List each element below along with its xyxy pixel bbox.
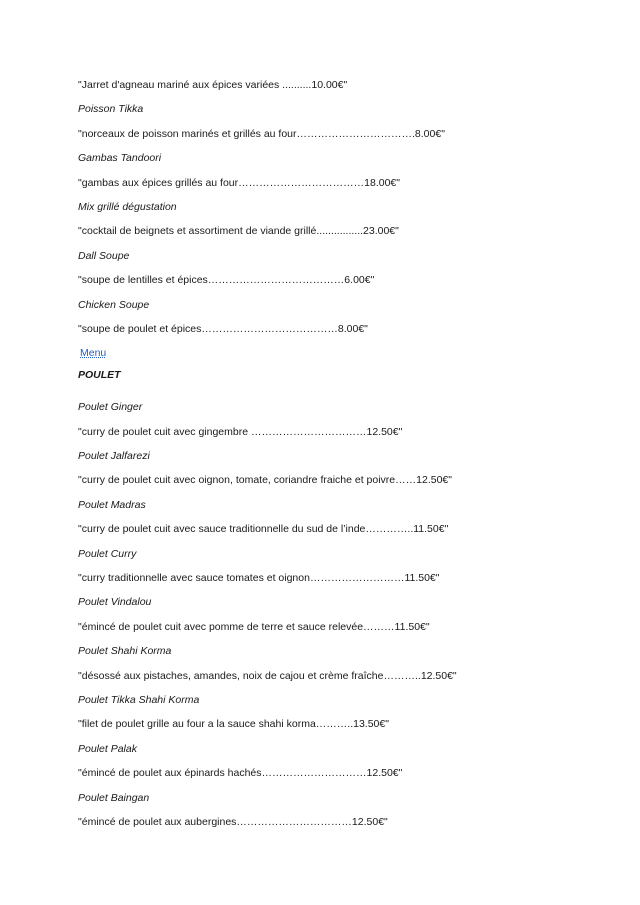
item-description: "émincé de poulet cuit avec pomme de terre et sauce relevée………11.50€" bbox=[78, 620, 430, 633]
item-name: Mix grillé dégustation bbox=[78, 200, 177, 213]
item-description: "curry traditionnelle avec sauce tomates et oignon………………………11.50€" bbox=[78, 572, 440, 585]
item-description: "filet de poulet grille au four a la sauce shahi korma………..13.50€" bbox=[78, 718, 389, 731]
item-description: "curry de poulet cuit avec gingembre ……………………………12.50€" bbox=[78, 425, 403, 438]
item-description: "curry de poulet cuit avec sauce traditionnelle du sud de l’inde…………..11.50€" bbox=[78, 523, 449, 536]
item-description: "Jarret d'agneau mariné aux épices variées ..........10.00€" bbox=[78, 79, 348, 91]
item-name: Poulet Shahi Korma bbox=[78, 645, 172, 658]
item-name: Poulet Baingan bbox=[78, 791, 150, 804]
item-name: Poulet Jalfarezi bbox=[78, 450, 150, 463]
menu-link[interactable]: Menu bbox=[80, 347, 107, 360]
item-name: Gambas Tandoori bbox=[78, 152, 162, 165]
item-name: Poulet Vindalou bbox=[78, 596, 152, 609]
item-description: "émincé de poulet aux épinards hachés…………………………12.50€" bbox=[78, 767, 403, 780]
item-description: "curry de poulet cuit avec oignon, tomate, coriandre fraiche et poivre……12.50€" bbox=[78, 474, 452, 487]
item-name: Poulet Tikka Shahi Korma bbox=[78, 693, 200, 706]
item-name: Poulet Madras bbox=[78, 498, 146, 511]
section-title: POULET bbox=[78, 369, 121, 382]
item-description: "norceaux de poisson marinés et grillés au four…………………………….8.00€" bbox=[78, 127, 445, 140]
item-name: Poulet Curry bbox=[78, 547, 137, 560]
item-description: "émincé de poulet aux aubergines……………………………12.50€" bbox=[78, 815, 388, 828]
item-name: Poulet Palak bbox=[78, 742, 137, 755]
item-description: "soupe de poulet et épices…………………………………8.00€" bbox=[78, 322, 368, 335]
item-description: "gambas aux épices grillés au four………………………………18.00€" bbox=[78, 176, 400, 189]
item-description: "cocktail de beignets et assortiment de viande grillé................23.00€" bbox=[78, 225, 399, 238]
menu-link-row bbox=[78, 345, 598, 367]
item-name: Dall Soupe bbox=[78, 249, 130, 262]
item-description: "soupe de lentilles et épices…………………………………6.00€" bbox=[78, 274, 375, 287]
item-name: Chicken Soupe bbox=[78, 298, 150, 311]
item-description: "désossé aux pistaches, amandes, noix de cajou et crème fraîche………..12.50€" bbox=[78, 669, 457, 682]
item-name: Poulet Ginger bbox=[78, 401, 143, 414]
item-name: Poisson Tikka bbox=[78, 103, 144, 116]
menu-document bbox=[78, 77, 598, 838]
